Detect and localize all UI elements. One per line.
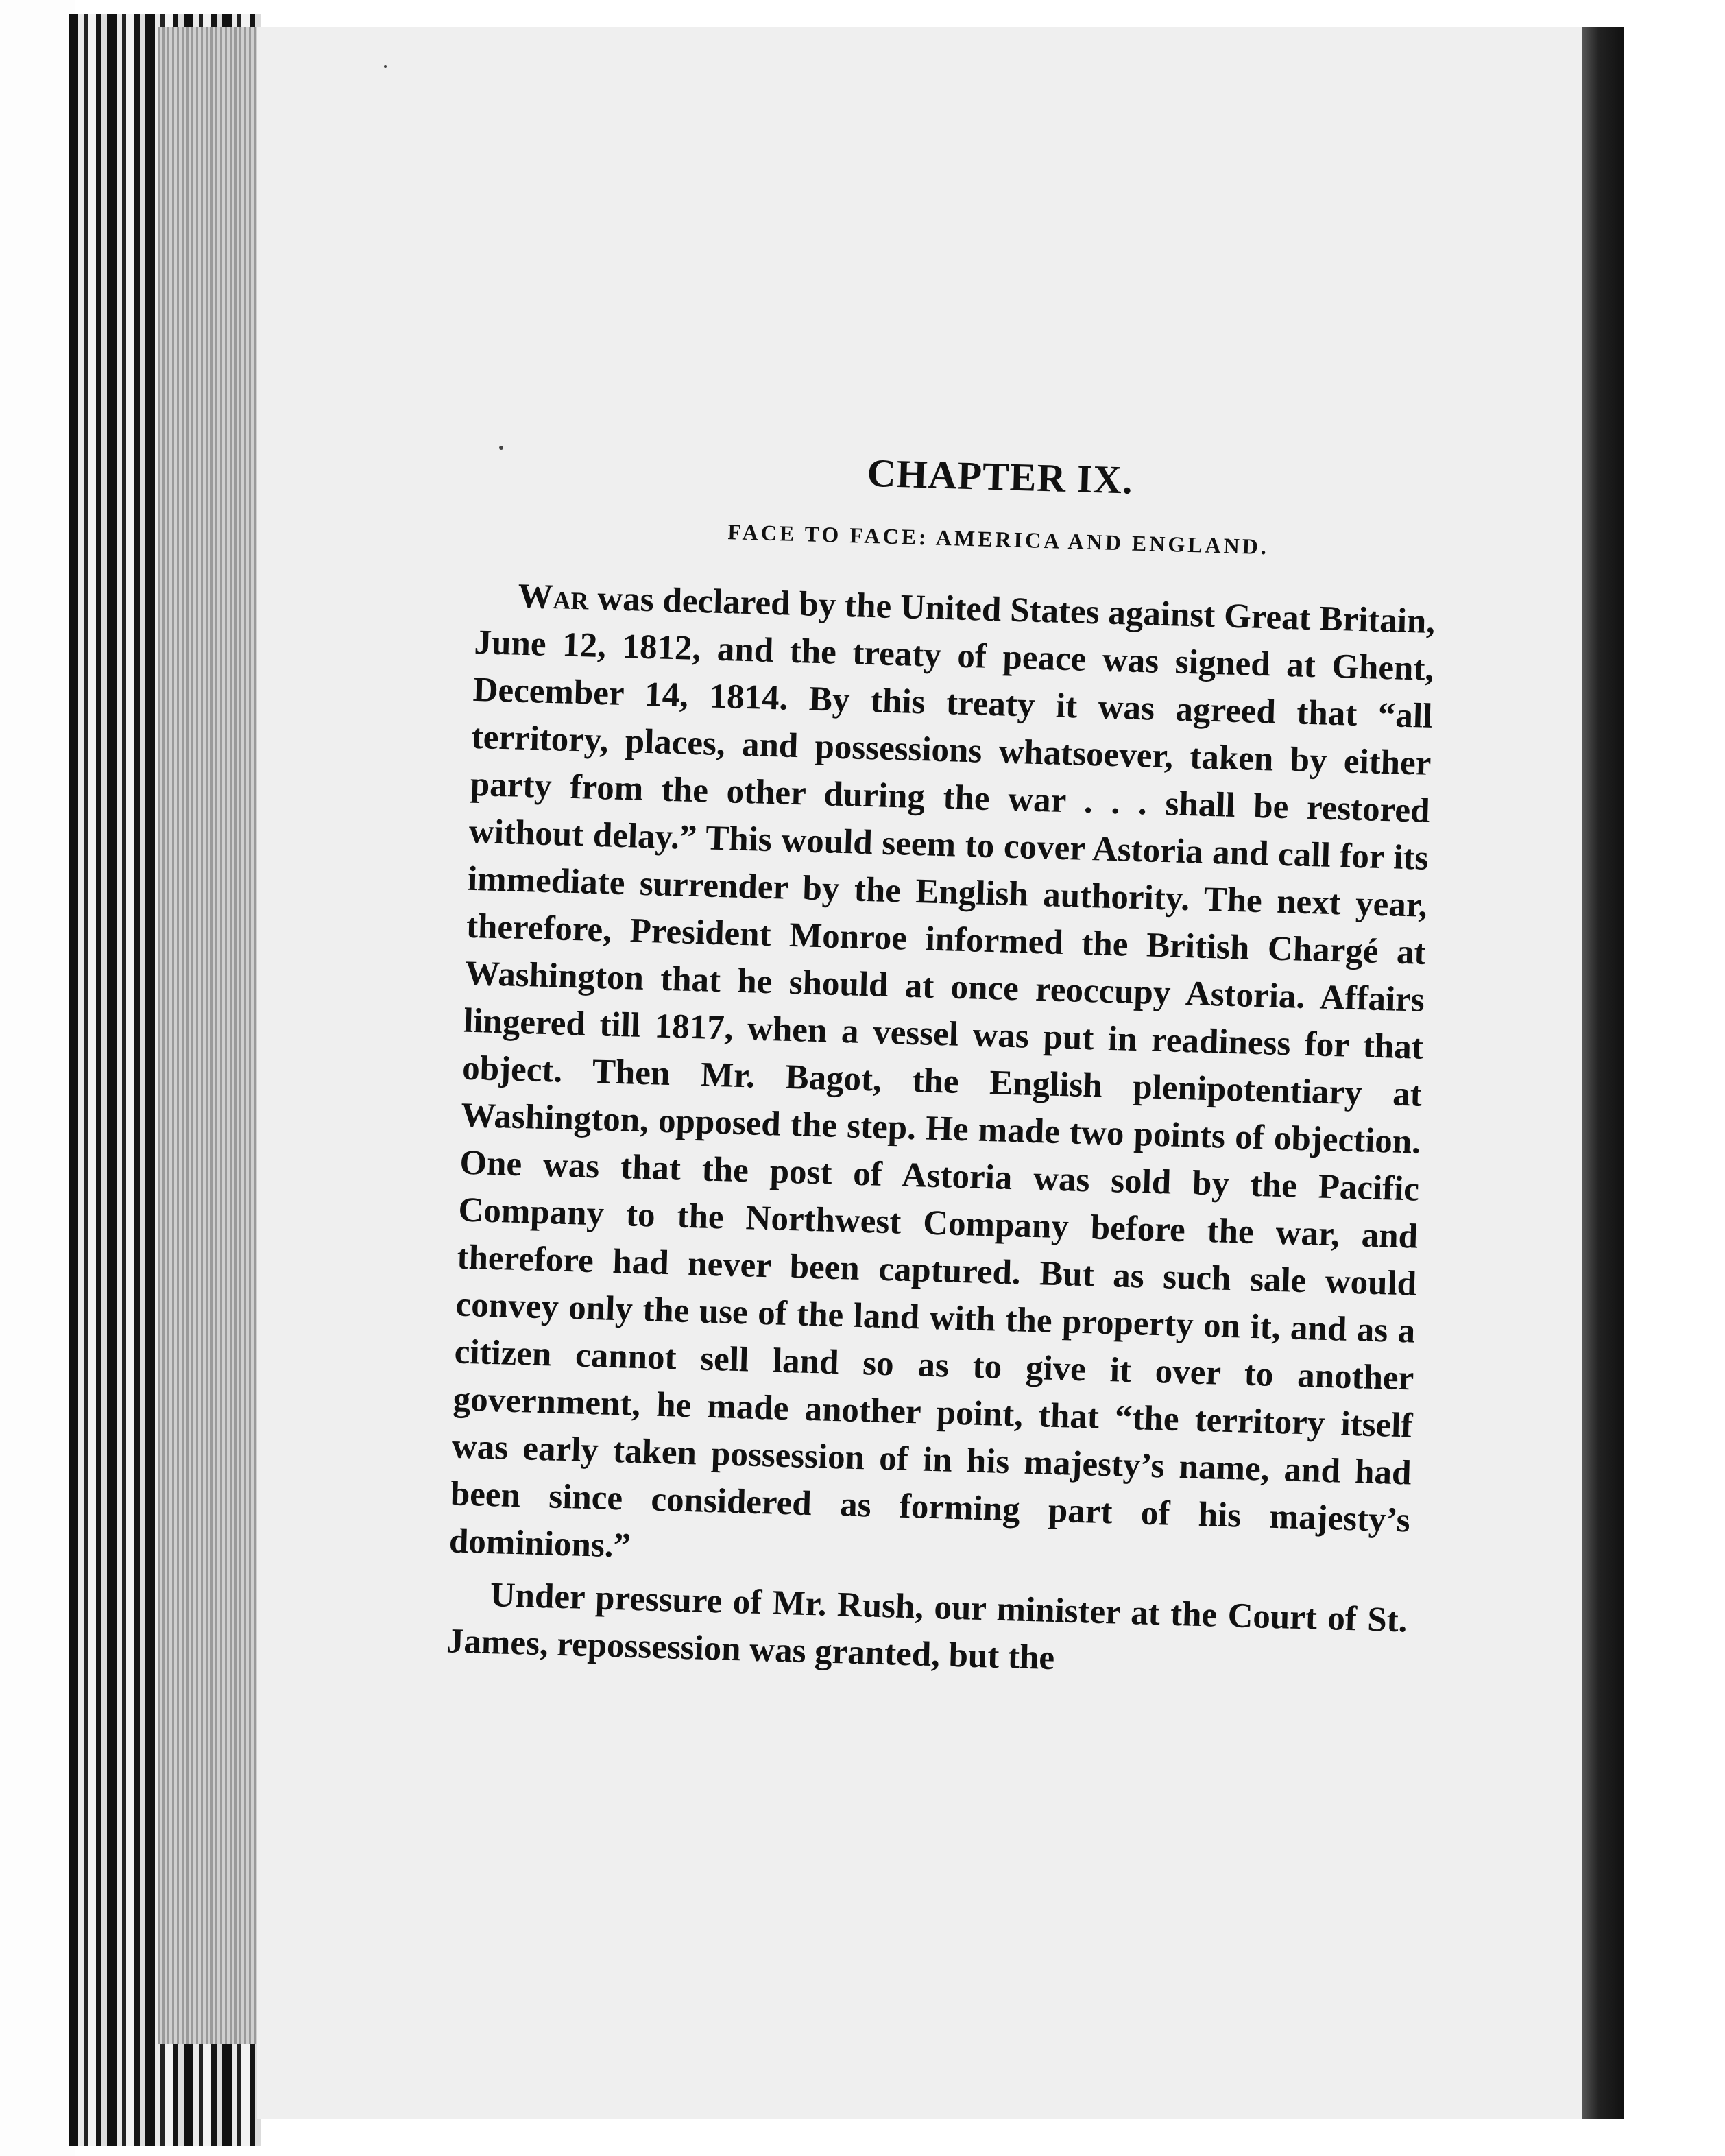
speck-mark [384, 65, 387, 68]
paragraph-lead-word: War [517, 577, 590, 618]
paragraph-text: was declared by the United States against Great Britain, June 12, 1812, and the treaty of peace was signed at Ghent, December 14, 1814. By this treaty it was agreed that “all territory, places, and possessions whatsoever, taken by either party from the other during the war . . . shall be restored without delay.” This would seem to cover Astoria and call for its immediate surrender by the English authority. The next year, therefore, President Monroe informed the British Chargé at Washington that he should at once reoccupy Astoria. Affairs lingered till 1817, when a vessel was put in readiness for that object. Then Mr. Bagot, the English plenipotentiary at Washington, opposed the step. He made two points of objection. One was that the post of Astoria was sold by the Pacific Company to the Northwest Company before the war, and therefore had never been captured. But as such sale would convey only the use of the land with the property on it, and as a citizen cannot sell land so as to give it over to another government, he made another point, that “the territory itself was early taken possession of in his majesty’s name, and had been since considered as forming part of his majesty’s dominions.” [448, 579, 1436, 1566]
page-edges-inner [158, 27, 261, 2044]
scan-right-margin [1624, 0, 1725, 2156]
chapter-title: CHAPTER IX. [866, 450, 1134, 503]
chapter-subtitle: FACE TO FACE: AMERICA AND ENGLAND. [727, 519, 1270, 560]
book-gutter [1582, 27, 1624, 2119]
paragraph-text: Under pressure of Mr. Rush, our minister at the Court of St. James, repossession was granted, but the [446, 1576, 1408, 1678]
scan-left-margin [0, 0, 75, 2156]
page-text [446, 439, 1439, 1692]
body-paragraph [448, 572, 1436, 1592]
